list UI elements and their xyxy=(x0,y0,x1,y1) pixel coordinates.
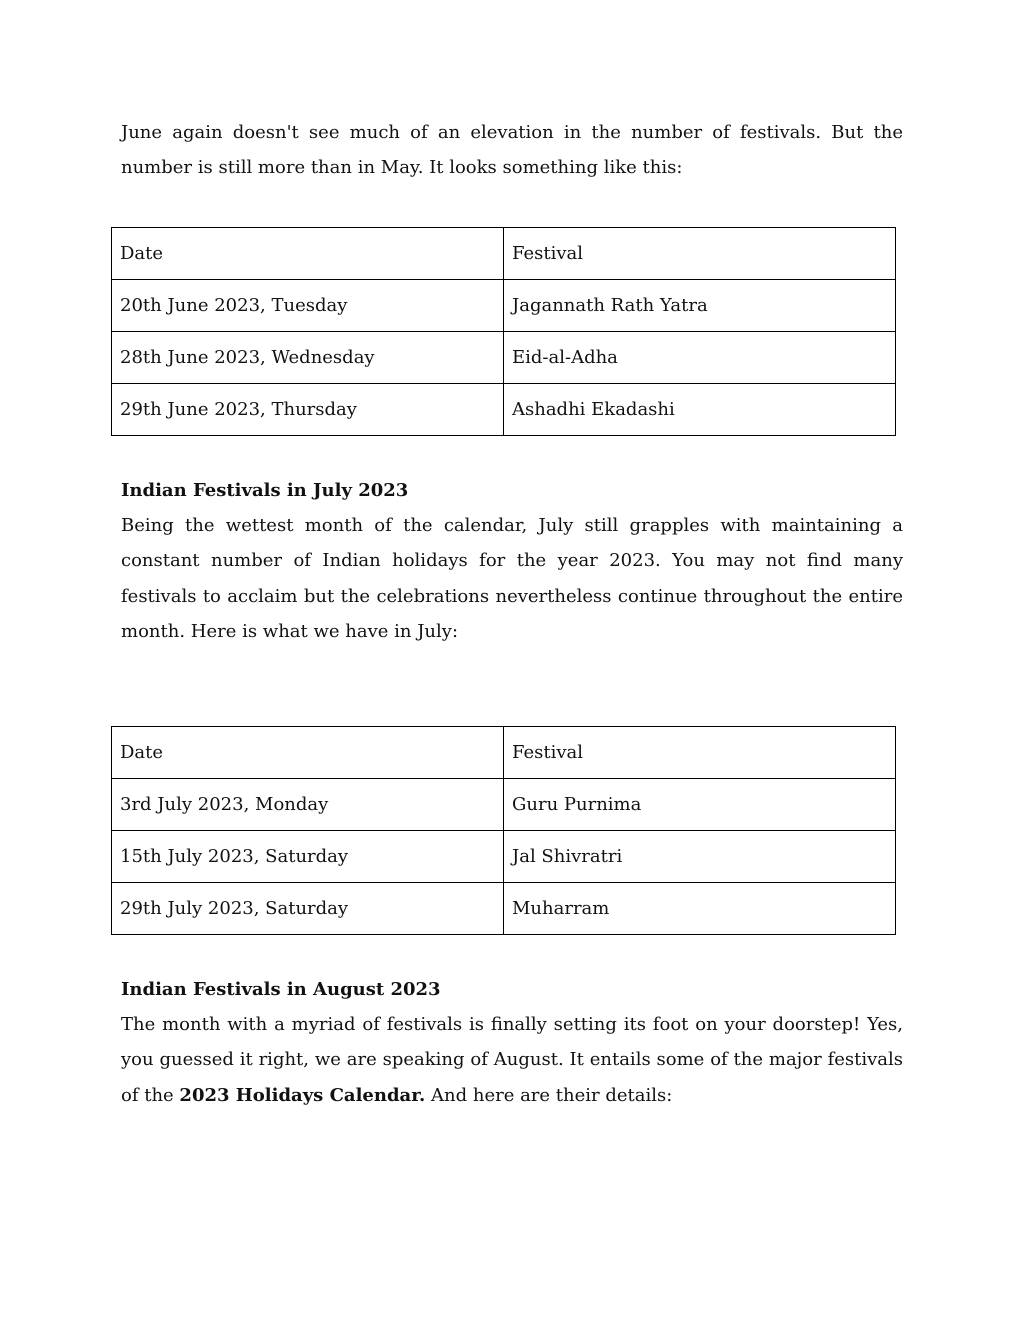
holidays-calendar-emphasis: 2023 Holidays Calendar. xyxy=(179,1084,426,1106)
table-row xyxy=(112,883,896,935)
table-cell-festival: Muharram xyxy=(504,883,896,935)
july-paragraph: Being the wettest month of the calendar, July still grapples with maintaining a constant number of Indian holidays for the year 2023. You may not find many festivals to acclaim but the celebrations nevertheless continue throughout the entire month. Here is what we have in July: xyxy=(121,515,903,642)
table-header-row xyxy=(112,727,896,779)
june-festivals-table xyxy=(111,227,896,436)
august-paragraph-end: And here are their details: xyxy=(425,1084,673,1106)
august-paragraph-text: The month with a myriad of festivals is finally setting its foot on your doorstep! Yes, you guessed it right, we are speaking of August. It entails some of the major festivals of the xyxy=(121,1014,903,1106)
table-cell-festival: Jal Shivratri xyxy=(504,831,896,883)
table-cell-festival: Guru Purnima xyxy=(504,779,896,831)
table-cell-date: 15th July 2023, Saturday xyxy=(112,831,504,883)
table-cell-festival: Eid-al-Adha xyxy=(504,332,896,384)
table-cell-festival: Ashadhi Ekadashi xyxy=(504,384,896,436)
table-cell-date: 29th July 2023, Saturday xyxy=(112,883,504,935)
intro-paragraph: June again doesn't see much of an elevation in the number of festivals. But the number is still more than in May. It looks something like this: xyxy=(121,122,903,179)
table-cell-date: 29th June 2023, Thursday xyxy=(112,384,504,436)
table-row xyxy=(112,831,896,883)
table-row xyxy=(112,779,896,831)
table-cell-date: 20th June 2023, Tuesday xyxy=(112,280,504,332)
table-header-cell: Festival xyxy=(504,727,896,779)
table-row xyxy=(112,332,896,384)
table-cell-date: 28th June 2023, Wednesday xyxy=(112,332,504,384)
table-row xyxy=(112,384,896,436)
table-cell-festival: Jagannath Rath Yatra xyxy=(504,280,896,332)
august-heading: Indian Festivals in August 2023 xyxy=(121,979,441,1000)
august-paragraph xyxy=(121,1007,903,1113)
table-header-cell: Date xyxy=(112,727,504,779)
table-cell-date: 3rd July 2023, Monday xyxy=(112,779,504,831)
july-heading: Indian Festivals in July 2023 xyxy=(121,480,409,501)
table-header-cell: Date xyxy=(112,228,504,280)
table-row xyxy=(112,280,896,332)
july-festivals-table xyxy=(111,726,896,935)
table-header-row xyxy=(112,228,896,280)
table-header-cell: Festival xyxy=(504,228,896,280)
